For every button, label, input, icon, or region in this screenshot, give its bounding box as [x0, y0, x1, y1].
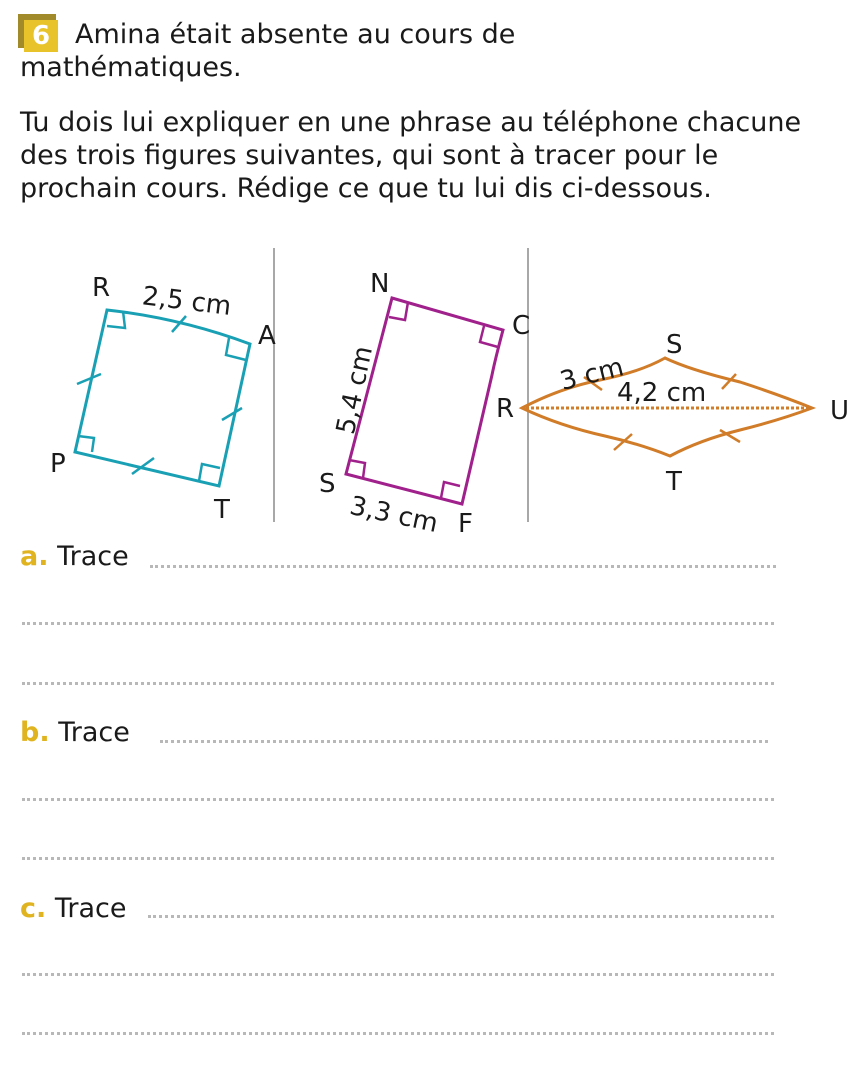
square-right-angle-R	[107, 311, 125, 328]
rectangle-vertex-N: N	[370, 269, 390, 299]
square-vertex-T: T	[214, 495, 230, 525]
square-side-label: 2,5 cm	[140, 281, 233, 322]
square-right-angle-P	[78, 436, 94, 452]
answer-a-row	[20, 540, 129, 574]
rhombus-vertex-U: U	[830, 396, 850, 426]
rectangle-figure	[346, 298, 503, 504]
rectangle-width-label: 3,3 cm	[347, 491, 441, 539]
intro-line-2: mathématiques.	[20, 52, 242, 83]
rectangle-right-angle-N	[389, 302, 408, 320]
answer-c-row	[20, 892, 127, 926]
answer-a-letter: a.	[20, 541, 49, 572]
rectangle-vertex-C: C	[512, 311, 531, 341]
answer-b-line-2[interactable]	[22, 798, 774, 801]
answer-c-line-3[interactable]	[22, 1032, 774, 1035]
answer-c-line-1[interactable]	[148, 915, 774, 918]
exercise-number: 6	[24, 20, 58, 52]
square-shape	[75, 310, 250, 486]
answer-a-line-1[interactable]	[150, 565, 776, 568]
answer-a-prompt: Trace	[57, 541, 129, 572]
answer-c-line-2[interactable]	[22, 973, 774, 976]
exercise-instruction: Tu dois lui expliquer en une phrase au téléphone chacune des trois figures suivantes, qui sont à tracer pour le prochain cours. Rédige ce que tu lui dis ci-dessous.	[20, 107, 802, 204]
rectangle-shape	[346, 298, 503, 504]
answer-c-prompt: Trace	[54, 893, 127, 924]
figures-diagram	[0, 240, 858, 540]
square-figure	[75, 310, 250, 486]
answer-b-prompt: Trace	[58, 717, 130, 748]
answer-b-line-3[interactable]	[22, 857, 774, 860]
answer-a-line-2[interactable]	[22, 622, 774, 625]
square-vertex-P: P	[50, 449, 66, 479]
rectangle-vertex-S: S	[319, 469, 336, 499]
answer-b-letter: b.	[20, 717, 50, 748]
rectangle-length-label: 5,4 cm	[331, 343, 379, 437]
square-vertex-A: A	[258, 321, 276, 351]
intro-line-1: Amina était absente au cours de	[75, 19, 516, 50]
square-right-angle-T	[199, 464, 220, 481]
square-vertex-R: R	[92, 273, 111, 303]
rhombus-vertex-R: R	[496, 394, 515, 424]
answer-b-line-1[interactable]	[160, 740, 768, 743]
exercise-intro	[20, 18, 780, 84]
rhombus-vertex-S: S	[666, 330, 683, 360]
rectangle-vertex-F: F	[458, 509, 473, 539]
rectangle-right-angle-F	[441, 482, 460, 498]
answer-b-row	[20, 716, 130, 750]
rhombus-vertex-T: T	[666, 467, 682, 497]
square-tick-right	[222, 408, 242, 420]
answer-c-letter: c.	[20, 893, 47, 924]
rhombus-side-label: 3 cm	[557, 352, 627, 397]
square-tick-left	[77, 374, 101, 384]
answer-a-line-3[interactable]	[22, 682, 774, 685]
rhombus-diagonal-label: 4,2 cm	[617, 378, 707, 408]
